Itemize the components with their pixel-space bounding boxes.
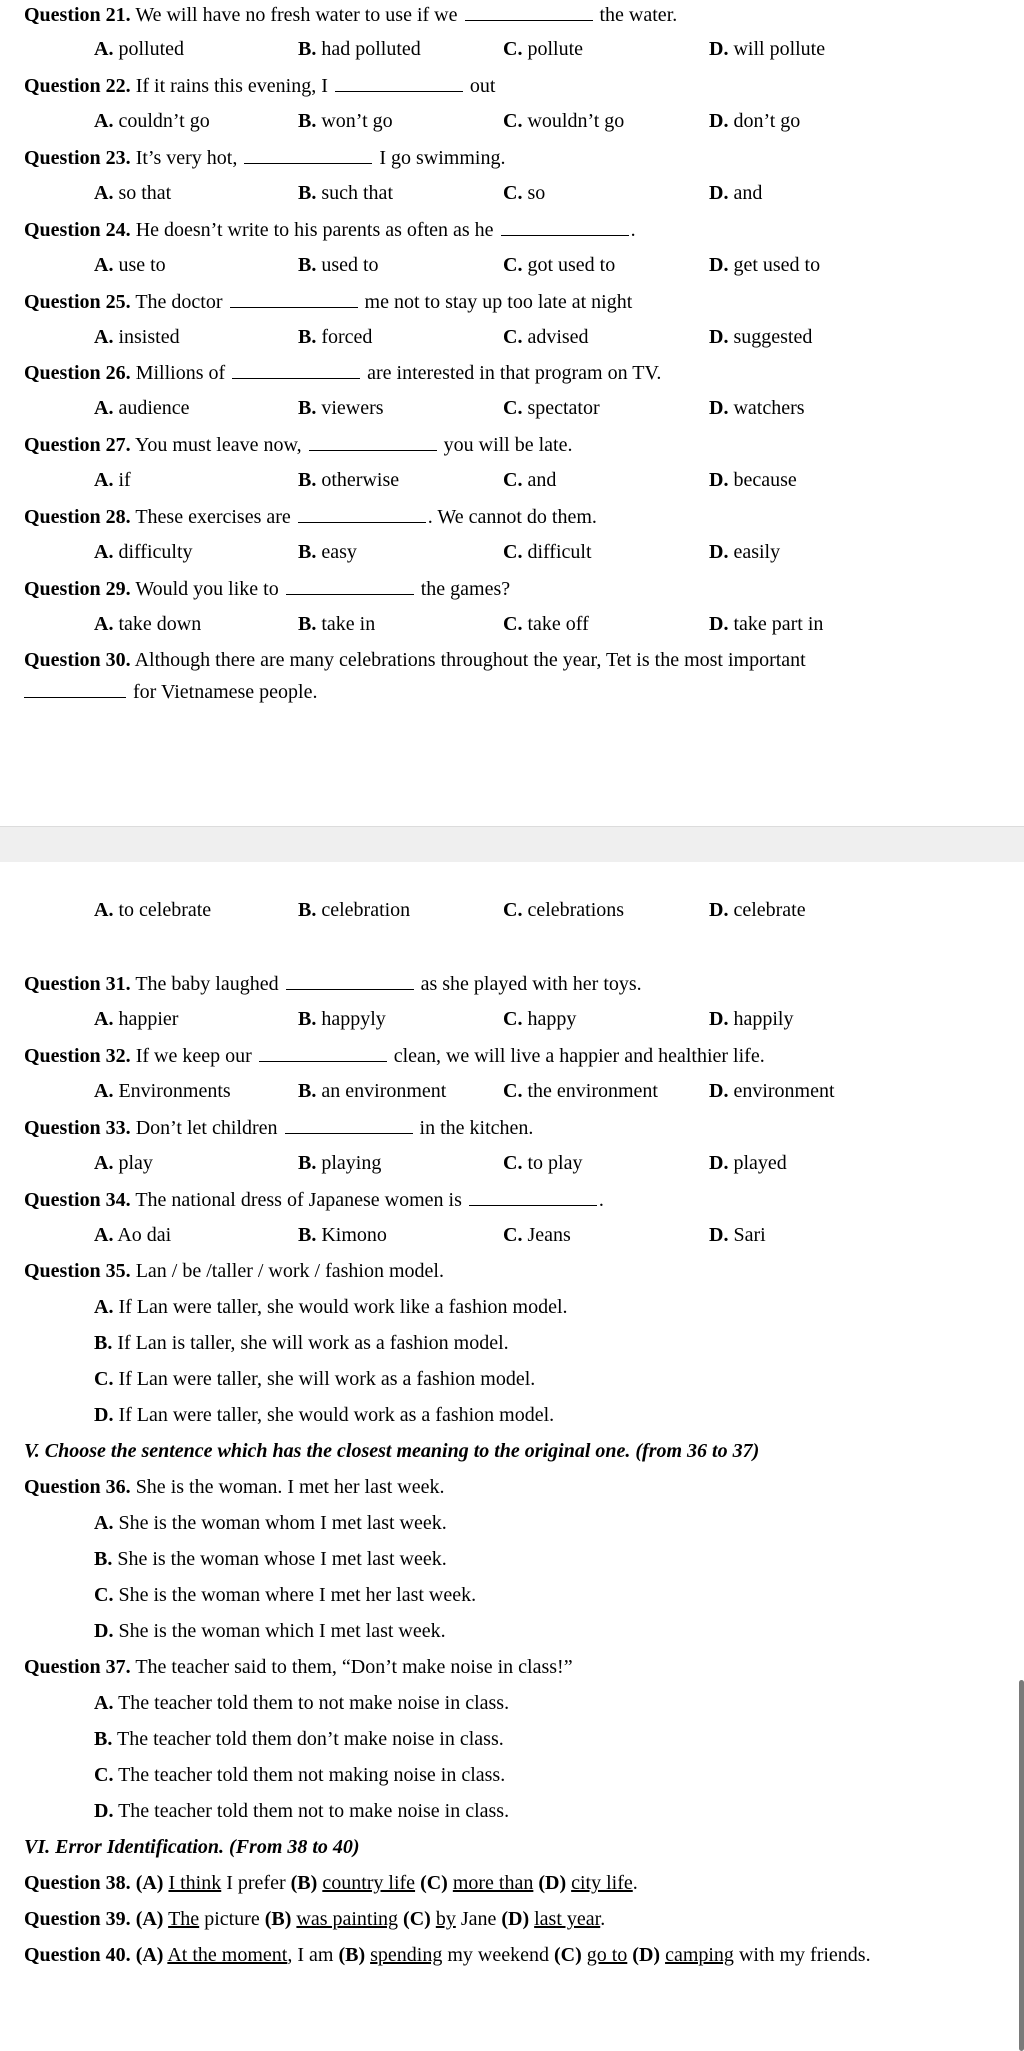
option-d: D. get used to xyxy=(709,254,821,276)
question-text: It’s very hot, xyxy=(130,147,243,169)
option-a: A. happier xyxy=(94,1008,179,1030)
option-d: D. She is the woman which I met last week. xyxy=(94,1620,446,1642)
answer-blank xyxy=(244,143,372,164)
answer-blank xyxy=(232,358,360,379)
question-label: Question 31. xyxy=(24,973,131,995)
question-label: Question 21. xyxy=(24,4,131,26)
question-text: Millions of xyxy=(130,362,231,384)
question-text: I go swimming. xyxy=(374,147,506,169)
question-30-cont xyxy=(24,677,1004,706)
question-text: Lan / be /taller / work / fashion model. xyxy=(130,1260,444,1282)
question-label: Question 37. xyxy=(24,1656,131,1678)
option-b: B. an environment xyxy=(298,1080,447,1102)
option-d: D. suggested xyxy=(709,326,813,348)
question-38: Question 38. (A) I think I prefer (B) country life (C) more than (D) city life. xyxy=(24,1872,638,1894)
scrollbar-thumb[interactable] xyxy=(1019,1680,1024,2051)
underlined-part-a: The xyxy=(168,1908,200,1930)
answer-blank xyxy=(259,1041,387,1062)
section-heading-vi: VI. Error Identification. (From 38 to 40) xyxy=(24,1836,360,1858)
option-c: C. The teacher told them not making noise in class. xyxy=(94,1764,506,1786)
option-a: A. take down xyxy=(94,613,202,635)
option-a: A. insisted xyxy=(94,326,180,348)
question-39: Question 39. (A) The picture (B) was painting (C) by Jane (D) last year. xyxy=(24,1908,606,1930)
option-a: A. difficulty xyxy=(94,541,193,563)
question-text: He doesn’t write to his parents as often as he xyxy=(130,219,499,241)
option-a: A. use to xyxy=(94,254,166,276)
option-a: A. She is the woman whom I met last week. xyxy=(94,1512,447,1534)
underlined-part-b: country life xyxy=(322,1872,416,1894)
question-text: Would you like to xyxy=(130,578,284,600)
option-d: D. easily xyxy=(709,541,781,563)
question-28 xyxy=(24,502,1004,531)
question-text: The doctor xyxy=(130,291,228,313)
option-b: B. otherwise xyxy=(298,469,400,491)
option-c: C. so xyxy=(503,182,546,204)
question-text: She is the woman. I met her last week. xyxy=(130,1476,445,1498)
underlined-part-d: city life xyxy=(571,1872,633,1894)
option-c: C. difficult xyxy=(503,541,592,563)
underlined-part-a: At the moment xyxy=(167,1944,288,1966)
underlined-part-b: spending xyxy=(370,1944,443,1966)
underlined-part-c: by xyxy=(435,1908,456,1930)
question-32 xyxy=(24,1041,1004,1070)
option-d: D. happily xyxy=(709,1008,794,1030)
option-c: C. wouldn’t go xyxy=(503,110,625,132)
question-25 xyxy=(24,287,1004,316)
question-31 xyxy=(24,969,1004,998)
option-b: B. celebration xyxy=(298,899,411,921)
question-label: Question 28. xyxy=(24,506,131,528)
option-a: A. The teacher told them to not make noise in class. xyxy=(94,1692,510,1714)
question-40: Question 40. (A) At the moment, I am (B) spending my weekend (C) go to (D) camping with my friends. xyxy=(24,1944,871,1966)
question-text: Don’t let children xyxy=(130,1117,283,1139)
question-label: Question 33. xyxy=(24,1117,131,1139)
answer-blank xyxy=(469,1185,597,1206)
question-text: . xyxy=(630,219,636,241)
page-break xyxy=(0,826,1024,864)
question-23 xyxy=(24,143,1004,172)
question-label: Question 36. xyxy=(24,1476,131,1498)
question-text: you will be late. xyxy=(438,434,573,456)
option-a: A. audience xyxy=(94,397,190,419)
option-d: D. because xyxy=(709,469,797,491)
option-d: D. will pollute xyxy=(709,38,826,60)
underlined-part-d: camping xyxy=(665,1944,734,1966)
option-b: B. If Lan is taller, she will work as a fashion model. xyxy=(94,1332,509,1354)
answer-blank xyxy=(286,574,414,595)
question-30 xyxy=(24,646,1004,674)
underlined-part-c: more than xyxy=(452,1872,534,1894)
option-b: B. used to xyxy=(298,254,379,276)
option-a: A. couldn’t go xyxy=(94,110,210,132)
question-24 xyxy=(24,215,1004,244)
option-c: C. pollute xyxy=(503,38,583,60)
option-a: A. polluted xyxy=(94,38,184,60)
option-a: A. Environments xyxy=(94,1080,231,1102)
question-text: as she played with her toys. xyxy=(415,973,642,995)
question-text: in the kitchen. xyxy=(414,1117,534,1139)
question-27 xyxy=(24,430,1004,459)
question-text: me not to stay up too late at night xyxy=(359,291,633,313)
question-label: Question 27. xyxy=(24,434,131,456)
option-b: B. playing xyxy=(298,1152,382,1174)
option-c: C. If Lan were taller, she will work as a fashion model. xyxy=(94,1368,536,1390)
question-text: the games? xyxy=(415,578,511,600)
question-text: These exercises are xyxy=(130,506,296,528)
answer-blank xyxy=(24,677,126,698)
answer-blank xyxy=(335,71,463,92)
question-text: out xyxy=(464,75,496,97)
option-d: D. The teacher told them not to make noise in class. xyxy=(94,1800,510,1822)
question-37 xyxy=(24,1653,1004,1681)
question-label: Question 38. xyxy=(24,1872,131,1894)
underlined-part-d: last year xyxy=(534,1908,601,1930)
underlined-part-b: was painting xyxy=(296,1908,399,1930)
option-d: D. take part in xyxy=(709,613,824,635)
answer-blank xyxy=(298,502,426,523)
option-a: A. if xyxy=(94,469,131,491)
question-label: Question 30. xyxy=(24,649,131,671)
question-text: Although there are many celebrations throughout the year, Tet is the most important xyxy=(130,649,806,671)
question-label: Question 22. xyxy=(24,75,131,97)
option-b: B. take in xyxy=(298,613,376,635)
option-a: A. play xyxy=(94,1152,153,1174)
question-label: Question 40. xyxy=(24,1944,131,1966)
option-b: B. forced xyxy=(298,326,373,348)
option-b: B. had polluted xyxy=(298,38,421,60)
question-21 xyxy=(24,0,1004,29)
answer-blank xyxy=(230,287,358,308)
option-d: D. If Lan were taller, she would work as a fashion model. xyxy=(94,1404,555,1426)
question-text: If it rains this evening, I xyxy=(130,75,333,97)
question-label: Question 34. xyxy=(24,1189,131,1211)
question-text: We will have no fresh water to use if we xyxy=(130,4,463,26)
question-text: If we keep our xyxy=(130,1045,257,1067)
option-a: A. Ao dai xyxy=(94,1224,172,1246)
document-page-1 xyxy=(0,0,1024,826)
question-text: You must leave now, xyxy=(130,434,307,456)
question-29 xyxy=(24,574,1004,603)
question-text: The teacher said to them, “Don’t make noise in class!” xyxy=(130,1656,573,1678)
question-33 xyxy=(24,1113,1004,1142)
question-text: . We cannot do them. xyxy=(427,506,597,528)
document-page-2 xyxy=(0,862,1024,2051)
option-c: C. the environment xyxy=(503,1080,658,1102)
underlined-part-c: go to xyxy=(586,1944,628,1966)
option-b: B. Kimono xyxy=(298,1224,387,1246)
option-b: B. won’t go xyxy=(298,110,393,132)
option-d: D. and xyxy=(709,182,763,204)
option-b: B. happyly xyxy=(298,1008,386,1030)
underlined-part-a: I think xyxy=(168,1872,222,1894)
question-35 xyxy=(24,1257,1004,1285)
question-text: The national dress of Japanese women is xyxy=(130,1189,467,1211)
question-36 xyxy=(24,1473,1004,1501)
answer-blank xyxy=(309,430,437,451)
option-c: C. to play xyxy=(503,1152,583,1174)
option-c: C. advised xyxy=(503,326,589,348)
option-d: D. don’t go xyxy=(709,110,801,132)
question-label: Question 35. xyxy=(24,1260,131,1282)
option-b: B. viewers xyxy=(298,397,384,419)
option-c: C. She is the woman where I met her last week. xyxy=(94,1584,477,1606)
option-c: C. Jeans xyxy=(503,1224,571,1246)
question-26 xyxy=(24,358,1004,387)
option-c: C. and xyxy=(503,469,557,491)
answer-blank xyxy=(285,1113,413,1134)
option-c: C. happy xyxy=(503,1008,577,1030)
question-22 xyxy=(24,71,1004,100)
option-a: A. so that xyxy=(94,182,172,204)
question-text: the water. xyxy=(594,4,678,26)
answer-blank xyxy=(465,0,593,21)
answer-blank xyxy=(501,215,629,236)
option-d: D. Sari xyxy=(709,1224,766,1246)
option-b: B. easy xyxy=(298,541,357,563)
option-d: D. watchers xyxy=(709,397,805,419)
question-label: Question 24. xyxy=(24,219,131,241)
option-c: C. got used to xyxy=(503,254,616,276)
option-b: B. The teacher told them don’t make noise in class. xyxy=(94,1728,504,1750)
option-a: A. If Lan were taller, she would work like a fashion model. xyxy=(94,1296,568,1318)
question-label: Question 32. xyxy=(24,1045,131,1067)
option-a: A. to celebrate xyxy=(94,899,212,921)
question-text: clean, we will live a happier and healthier life. xyxy=(388,1045,765,1067)
option-d: D. played xyxy=(709,1152,787,1174)
question-label: Question 23. xyxy=(24,147,131,169)
section-heading-v: V. Choose the sentence which has the closest meaning to the original one. (from 36 to 37) xyxy=(24,1440,760,1462)
option-c: C. take off xyxy=(503,613,589,635)
question-text: . xyxy=(598,1189,604,1211)
question-label: Question 26. xyxy=(24,362,131,384)
option-c: C. spectator xyxy=(503,397,600,419)
option-d: D. celebrate xyxy=(709,899,806,921)
question-label: Question 25. xyxy=(24,291,131,313)
option-d: D. environment xyxy=(709,1080,835,1102)
question-label: Question 39. xyxy=(24,1908,131,1930)
option-b: B. She is the woman whose I met last week. xyxy=(94,1548,447,1570)
question-text: for Vietnamese people. xyxy=(128,681,318,703)
question-34 xyxy=(24,1185,1004,1214)
option-b: B. such that xyxy=(298,182,393,204)
option-c: C. celebrations xyxy=(503,899,625,921)
question-text: The baby laughed xyxy=(130,973,284,995)
question-label: Question 29. xyxy=(24,578,131,600)
question-text: are interested in that program on TV. xyxy=(362,362,662,384)
answer-blank xyxy=(286,969,414,990)
